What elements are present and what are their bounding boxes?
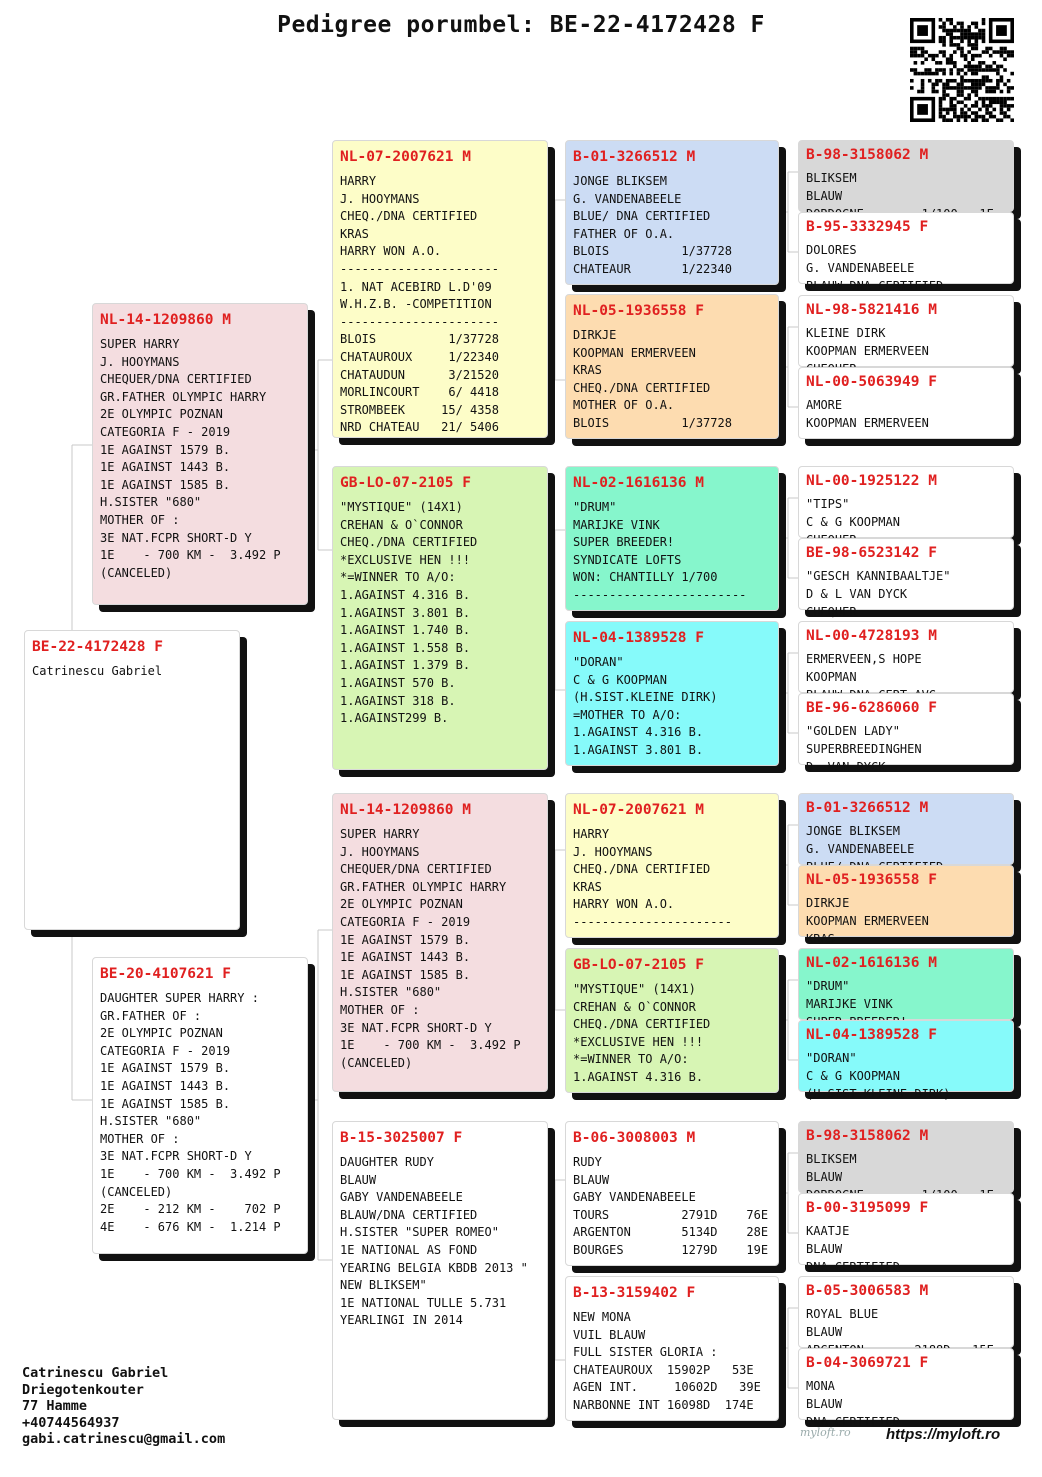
card-line: BLIKSEM bbox=[806, 171, 857, 185]
card-line: HARRY bbox=[340, 174, 377, 188]
card-line: JONGE BLIKSEM bbox=[573, 174, 667, 188]
card-line: SUPER HARRY bbox=[340, 827, 420, 841]
pedigree-card[interactable] bbox=[565, 140, 779, 285]
card-line: (CANCELED) bbox=[100, 565, 173, 580]
ring-number: NL-98-5821416 M bbox=[806, 302, 937, 318]
card-line: CHEQ./DNA CERTIFIED bbox=[573, 862, 711, 877]
pedigree-card[interactable] bbox=[565, 294, 779, 439]
card-line: BLAUW DNA CERTIFIED bbox=[806, 279, 944, 293]
ring-number: BE-22-4172428 F bbox=[32, 639, 163, 655]
card-line: 1.AGAINST 3.801 B. bbox=[340, 605, 471, 620]
card-line: DNA CERTIFIED bbox=[806, 1415, 900, 1429]
card-line: VUIL BLAUW bbox=[573, 1327, 646, 1342]
ring-number: B-13-3159402 F bbox=[573, 1285, 696, 1301]
card-line: G. VANDENABEELE bbox=[573, 191, 682, 206]
card-line: Catrinescu Gabriel bbox=[32, 664, 163, 678]
card-line: =MOTHER TO A/O: bbox=[573, 707, 682, 722]
card-line: 3E NAT.FCPR SHORT-D Y bbox=[340, 1020, 492, 1035]
card-line: BOURGES 1279D 19E bbox=[573, 1242, 769, 1257]
card-line: ---------------------- bbox=[573, 914, 732, 929]
card-line: 1.AGAINST 1.558 B. bbox=[340, 640, 471, 655]
card-line: BLAUW bbox=[806, 1242, 843, 1256]
card-line: MORLINCOURT 6/ 4418 bbox=[340, 385, 499, 400]
myloft-logo: myloft.ro bbox=[800, 1426, 851, 1439]
card-line: CHEQ./DNA CERTIFIED bbox=[340, 209, 478, 224]
card-line: FULL SISTER GLORIA : bbox=[573, 1345, 718, 1360]
card-line: GR.FATHER OLYMPIC HARRY bbox=[340, 879, 507, 894]
pedigree-card[interactable] bbox=[565, 621, 779, 766]
card-line: G. VANDENABEELE bbox=[806, 261, 915, 275]
ring-number: B-04-3069721 F bbox=[806, 1355, 929, 1371]
card-line: HARRY WON A.O. bbox=[340, 244, 442, 259]
card-line: "DORAN" bbox=[806, 1051, 857, 1065]
card-line: GR.FATHER OLYMPIC HARRY bbox=[100, 389, 267, 404]
card-line: H.SISTER "680" bbox=[340, 985, 442, 1000]
pedigree-card[interactable] bbox=[92, 303, 308, 605]
pedigree-card[interactable] bbox=[798, 140, 1014, 212]
card-line: BLOIS 1/37728 bbox=[573, 415, 732, 430]
card-line: MOTHER OF O.A. bbox=[573, 398, 675, 413]
pedigree-card[interactable] bbox=[798, 466, 1014, 538]
card-line: SUPER BREEDER! bbox=[573, 535, 675, 550]
card-line: MARIJKE VINK bbox=[806, 997, 893, 1011]
card-line: CREHAN & O`CONNOR bbox=[573, 999, 696, 1014]
card-line: 1.AGAINST 3.801 B. bbox=[573, 742, 704, 757]
card-line: CHATAUDUN 3/21520 bbox=[340, 367, 499, 382]
pedigree-card[interactable] bbox=[565, 948, 779, 1093]
card-line: 4E - 676 KM - 1.214 P bbox=[100, 1219, 281, 1234]
pedigree-card[interactable] bbox=[798, 693, 1014, 774]
card-line: AGEN INT. 10602D 39E bbox=[573, 1380, 761, 1395]
ring-number: NL-07-2007621 M bbox=[573, 802, 704, 818]
card-line: *=WINNER TO A/O: bbox=[340, 570, 456, 585]
card-line: CHEQ./DNA CERTIFIED bbox=[340, 535, 478, 550]
card-line: TOURS 2791D 76E bbox=[573, 1207, 769, 1222]
card-line: H.SISTER "SUPER ROMEO" bbox=[340, 1225, 499, 1240]
card-line: CHATEAUROUX 15902P 53E bbox=[573, 1362, 754, 1377]
card-line: KAATJE bbox=[806, 1224, 850, 1238]
pedigree-card[interactable] bbox=[332, 140, 548, 438]
card-line: KRAS bbox=[573, 879, 602, 894]
card-line: H.SISTER "680" bbox=[100, 495, 202, 510]
card-line: HARRY bbox=[573, 827, 610, 841]
card-line: "TIPS" bbox=[806, 497, 850, 511]
card-line: J. HOOYMANS bbox=[340, 844, 420, 859]
pedigree-card[interactable] bbox=[332, 793, 548, 1092]
card-line: "GESCH KANNIBAALTJE" bbox=[806, 569, 951, 583]
card-line: *EXCLUSIVE HEN !!! bbox=[573, 1034, 704, 1049]
card-line: C & G KOOPMAN bbox=[806, 515, 900, 529]
pedigree-card[interactable] bbox=[565, 466, 779, 611]
card-line: BLAUW/DNA CERTIFIED bbox=[340, 1207, 478, 1222]
card-line: 2E - 212 KM - 702 P bbox=[100, 1202, 281, 1217]
card-line: 1E - 700 KM - 3.492 P bbox=[100, 1166, 281, 1181]
ring-number: B-00-3195099 F bbox=[806, 1200, 929, 1216]
card-line: 1.AGAINST 570 B. bbox=[340, 675, 456, 690]
card-line: CHATEAUR 1/22340 bbox=[573, 261, 732, 276]
card-line: YEARLINGI IN 2014 bbox=[340, 1313, 463, 1328]
owner-email: gabi.catrinescu@gmail.com bbox=[22, 1431, 226, 1447]
card-line: KOOPMAN ERMERVEEN bbox=[573, 345, 696, 360]
ring-number: B-15-3025007 F bbox=[340, 1130, 463, 1146]
ring-number: BE-98-6523142 F bbox=[806, 545, 937, 561]
card-line: G. VANDENABEELE bbox=[806, 842, 915, 856]
pedigree-card[interactable] bbox=[92, 957, 308, 1254]
card-line: CHATAUROUX 1/22340 bbox=[340, 349, 499, 364]
card-line: CREHAN & O`CONNOR bbox=[340, 517, 463, 532]
card-line: J. HOOYMANS bbox=[100, 354, 180, 369]
pedigree-card[interactable] bbox=[798, 295, 1014, 367]
ring-number: NL-14-1209860 M bbox=[340, 802, 471, 818]
page-title: Pedigree porumbel: BE-22-4172428 F bbox=[277, 12, 765, 38]
card-line: 1. NAT ACEBIRD L.D'09 bbox=[340, 279, 492, 294]
site-link[interactable]: https://myloft.ro bbox=[886, 1426, 1001, 1443]
card-line: J. HOOYMANS bbox=[340, 191, 420, 206]
card-line: CATEGORIA F - 2019 bbox=[100, 1043, 231, 1058]
card-line: KRAS bbox=[573, 363, 602, 378]
ring-number: B-95-3332945 F bbox=[806, 219, 929, 235]
card-line: BLUE/ DNA CERTIFIED bbox=[573, 209, 711, 224]
pedigree-card[interactable] bbox=[332, 1121, 548, 1420]
card-line: JONGE BLIKSEM bbox=[806, 824, 900, 838]
card-line: CHEQUER bbox=[806, 605, 857, 619]
card-line: CHEQUER/DNA CERTIFIED bbox=[340, 862, 492, 877]
card-line: DOLORES bbox=[806, 243, 857, 257]
card-line: ARGENTON 5134D 28E bbox=[573, 1225, 769, 1240]
pedigree-card[interactable] bbox=[798, 1193, 1014, 1274]
card-line: CATEGORIA F - 2019 bbox=[340, 914, 471, 929]
card-line: "DORAN" bbox=[573, 655, 624, 669]
ring-number: NL-00-1925122 M bbox=[806, 473, 937, 489]
pedigree-card[interactable] bbox=[798, 1121, 1014, 1193]
card-line: BLAUW bbox=[806, 1325, 843, 1339]
card-line: SUPERBREEDINGHEN bbox=[806, 742, 922, 756]
ring-number: NL-04-1389528 F bbox=[573, 630, 704, 646]
card-line: DNA CERTIFIED bbox=[806, 1260, 900, 1274]
card-line: NARBONNE INT 16098D 174E bbox=[573, 1397, 754, 1412]
ring-number: B-98-3158062 M bbox=[806, 1128, 929, 1144]
ring-number: B-01-3266512 M bbox=[573, 149, 696, 165]
pedigree-card[interactable] bbox=[798, 865, 1014, 946]
card-line: 2E OLYMPIC POZNAN bbox=[100, 1026, 223, 1041]
card-line: KLEINE DIRK bbox=[806, 326, 886, 340]
pedigree-card[interactable] bbox=[798, 212, 1014, 293]
card-line: "MYSTIQUE" (14X1) bbox=[340, 500, 463, 514]
card-line: "DRUM" bbox=[573, 500, 617, 514]
card-line: 1E AGAINST 1579 B. bbox=[100, 442, 231, 457]
pedigree-card[interactable] bbox=[798, 621, 1014, 693]
card-line: RUDY bbox=[573, 1155, 602, 1169]
card-line: MARIJKE VINK bbox=[573, 517, 660, 532]
owner-street: Driegotenkouter bbox=[22, 1381, 144, 1398]
ring-number: NL-02-1616136 M bbox=[806, 955, 937, 971]
card-line: 2E OLYMPIC POZNAN bbox=[100, 407, 223, 422]
card-line: BLIKSEM bbox=[806, 1152, 857, 1166]
card-line: BLAUW bbox=[340, 1172, 377, 1187]
owner-name: Catrinescu Gabriel bbox=[22, 1365, 169, 1381]
card-line: 1E AGAINST 1585 B. bbox=[100, 1096, 231, 1111]
card-line: 1.AGAINST 318 B. bbox=[340, 693, 456, 708]
card-line: 1E AGAINST 1579 B. bbox=[340, 932, 471, 947]
card-line: 1.AGAINST 1.379 B. bbox=[340, 658, 471, 673]
owner-phone: +40744564937 bbox=[22, 1414, 120, 1431]
card-line: KOOPMAN ERMERVEEN bbox=[806, 344, 929, 358]
card-line: "DRUM" bbox=[806, 979, 850, 993]
card-line: (H.SIST.KLEINE DIRK) bbox=[573, 690, 718, 705]
card-line: ---------------------- bbox=[340, 314, 499, 329]
pedigree-card[interactable] bbox=[798, 367, 1014, 439]
card-line: 1E AGAINST 1585 B. bbox=[340, 967, 471, 982]
card-line: ROYAL BLUE bbox=[806, 1307, 879, 1321]
pedigree-card[interactable] bbox=[798, 1348, 1014, 1429]
card-line: CHEQ./DNA CERTIFIED bbox=[573, 380, 711, 395]
card-line: SUPER HARRY bbox=[100, 337, 180, 351]
card-line: KRAS bbox=[340, 226, 369, 241]
ring-number: NL-05-1936558 F bbox=[806, 872, 937, 888]
card-line: 1.AGAINST 4.316 B. bbox=[573, 725, 704, 740]
card-line: 1E NATIONAL TULLE 5.731 bbox=[340, 1295, 507, 1310]
ring-number: NL-02-1616136 M bbox=[573, 475, 704, 491]
card-line: D. VAN DYCK bbox=[806, 760, 886, 774]
card-line: H.SISTER "680" bbox=[100, 1114, 202, 1129]
pedigree-card[interactable] bbox=[798, 793, 1014, 865]
card-line: 1.AGAINST 4.316 B. bbox=[340, 587, 471, 602]
card-line: MOTHER OF : bbox=[340, 1002, 420, 1017]
ring-number: B-01-3266512 M bbox=[806, 800, 929, 816]
pedigree-card[interactable] bbox=[565, 1276, 779, 1421]
card-line: 3E NAT.FCPR SHORT-D Y bbox=[100, 1149, 252, 1164]
card-line: (CANCELED) bbox=[100, 1184, 173, 1199]
card-line: (H.SIST.KLEINE DIRK) bbox=[806, 1087, 951, 1101]
pedigree-card[interactable] bbox=[798, 538, 1014, 619]
card-line: DIRKJE bbox=[573, 328, 617, 342]
card-line: 1E AGAINST 1585 B. bbox=[100, 477, 231, 492]
card-line: (CANCELED) bbox=[340, 1055, 413, 1070]
card-line: 1.AGAINST299 B. bbox=[340, 711, 449, 726]
card-line: HARRY WON A.O. bbox=[573, 897, 675, 912]
card-line: DAUGHTER SUPER HARRY : bbox=[100, 991, 259, 1005]
ring-number: BE-20-4107621 F bbox=[100, 966, 231, 982]
card-line: 1E - 700 KM - 3.492 P bbox=[100, 548, 281, 563]
card-line: DIRKJE bbox=[806, 896, 850, 910]
card-line: SYNDICATE LOFTS bbox=[573, 552, 682, 567]
card-line: BLAUW bbox=[573, 1172, 610, 1187]
card-line: "MYSTIQUE" (14X1) bbox=[573, 982, 696, 996]
card-line: GABY VANDENABEELE bbox=[340, 1190, 463, 1205]
card-line: BLAUW bbox=[806, 1170, 843, 1184]
card-line: CATEGORIA F - 2019 bbox=[100, 424, 231, 439]
card-line: MOTHER OF : bbox=[100, 512, 180, 527]
card-line: 1E AGAINST 1443 B. bbox=[100, 1078, 231, 1093]
card-line: CHEQ./DNA CERTIFIED bbox=[573, 1017, 711, 1032]
pedigree-card[interactable] bbox=[798, 1276, 1014, 1348]
card-line: WON: CHANTILLY 1/700 bbox=[573, 570, 718, 585]
card-line: GR.FATHER OF : bbox=[100, 1008, 202, 1023]
card-line: BLAUW bbox=[806, 189, 843, 203]
card-line: DAUGHTER RUDY bbox=[340, 1155, 434, 1169]
card-line: KOOPMAN ERMERVEEN bbox=[806, 914, 929, 928]
ring-number: NL-05-1936558 F bbox=[573, 303, 704, 319]
card-line: "GOLDEN LADY" bbox=[806, 724, 900, 738]
card-line: D & L VAN DYCK bbox=[806, 587, 908, 601]
card-line: GABY VANDENABEELE bbox=[573, 1190, 696, 1205]
card-line: 1.AGAINST 4.316 B. bbox=[573, 1069, 704, 1084]
card-line: YEARING BELGIA KBDB 2013 " bbox=[340, 1260, 528, 1275]
ring-number: B-98-3158062 M bbox=[806, 147, 929, 163]
card-line: ------------------------ bbox=[573, 587, 747, 602]
ring-number: NL-04-1389528 F bbox=[806, 1027, 937, 1043]
ring-number: NL-07-2007621 M bbox=[340, 149, 471, 165]
card-line: NEW BLIKSEM" bbox=[340, 1278, 427, 1293]
card-line: NRD CHATEAU 21/ 5406 bbox=[340, 420, 499, 435]
card-line: C & G KOOPMAN bbox=[806, 1069, 900, 1083]
pedigree-card[interactable] bbox=[24, 630, 240, 930]
card-line: KRAS bbox=[806, 932, 835, 946]
ring-number: NL-00-5063949 F bbox=[806, 374, 937, 390]
card-line: MOTHER OF : bbox=[100, 1131, 180, 1146]
card-line: BLOIS 1/37728 bbox=[340, 332, 499, 347]
card-line: AMORE bbox=[806, 398, 843, 412]
card-line: 1E AGAINST 1443 B. bbox=[100, 460, 231, 475]
card-line: C & G KOOPMAN bbox=[573, 672, 667, 687]
card-line: BLOIS 1/37728 bbox=[573, 244, 732, 259]
ring-number: BE-96-6286060 F bbox=[806, 700, 937, 716]
pedigree-card[interactable] bbox=[565, 1121, 779, 1266]
pedigree-card[interactable] bbox=[798, 948, 1014, 1020]
ring-number: NL-00-4728193 M bbox=[806, 628, 937, 644]
card-line: KOOPMAN bbox=[806, 670, 857, 684]
pedigree-card[interactable] bbox=[332, 466, 548, 770]
card-line: ---------------------- bbox=[340, 261, 499, 276]
card-line: CHEQUER/DNA CERTIFIED bbox=[100, 372, 252, 387]
card-line: KOOPMAN ERMERVEEN bbox=[806, 416, 929, 430]
card-line: ERMERVEEN,S HOPE bbox=[806, 652, 922, 666]
ring-number: GB-LO-07-2105 F bbox=[340, 475, 471, 491]
pedigree-card[interactable] bbox=[798, 1020, 1014, 1101]
card-line: 1E - 700 KM - 3.492 P bbox=[340, 1038, 521, 1053]
ring-number: B-06-3008003 M bbox=[573, 1130, 696, 1146]
card-line: FATHER OF O.A. bbox=[573, 226, 675, 241]
card-line: BLAUW bbox=[806, 1397, 843, 1411]
card-line: 2E OLYMPIC POZNAN bbox=[340, 897, 463, 912]
card-line: *=WINNER TO A/O: bbox=[573, 1052, 689, 1067]
card-line: NEW MONA bbox=[573, 1310, 631, 1324]
ring-number: B-05-3006583 M bbox=[806, 1283, 929, 1299]
card-line: 3E NAT.FCPR SHORT-D Y bbox=[100, 530, 252, 545]
card-line: J. HOOYMANS bbox=[573, 844, 653, 859]
card-line: MONA bbox=[806, 1379, 835, 1393]
card-line: 1.AGAINST 1.740 B. bbox=[340, 623, 471, 638]
card-line: 1E NATIONAL AS FOND bbox=[340, 1242, 478, 1257]
pedigree-card[interactable] bbox=[565, 793, 779, 938]
owner-contact bbox=[22, 1365, 225, 1448]
card-line: *EXCLUSIVE HEN !!! bbox=[340, 552, 471, 567]
ring-number: GB-LO-07-2105 F bbox=[573, 957, 704, 973]
card-line: 1E AGAINST 1579 B. bbox=[100, 1061, 231, 1076]
card-line: W.H.Z.B. -COMPETITION bbox=[340, 297, 492, 312]
card-line: 1E AGAINST 1443 B. bbox=[340, 950, 471, 965]
card-line: STROMBEEK 15/ 4358 bbox=[340, 402, 499, 417]
owner-city: 77 Hamme bbox=[22, 1398, 88, 1414]
ring-number: NL-14-1209860 M bbox=[100, 312, 231, 328]
